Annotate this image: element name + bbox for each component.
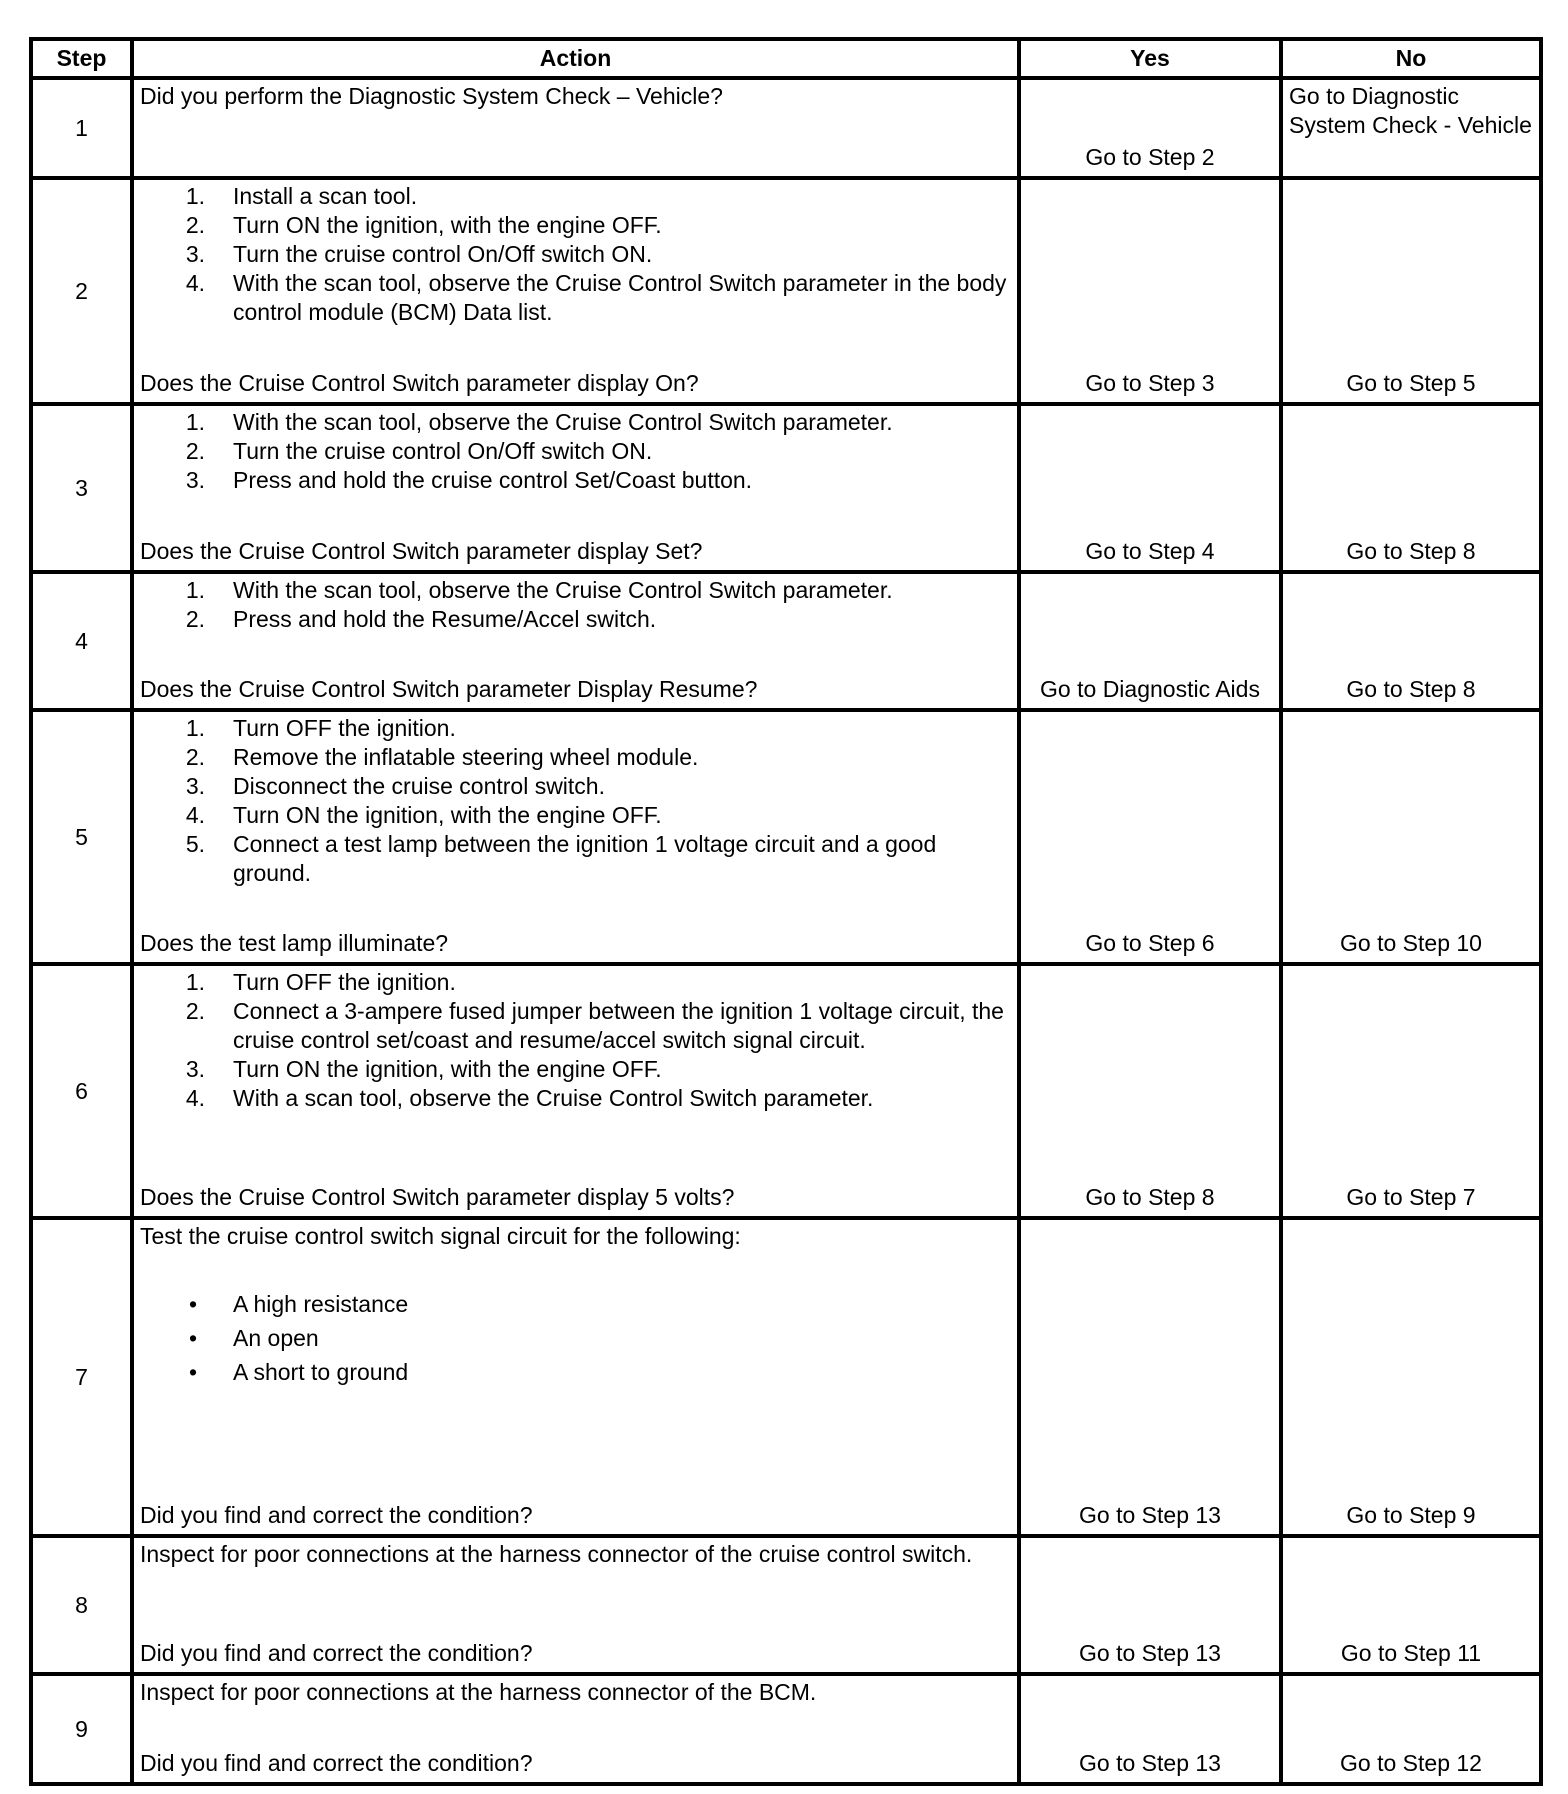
no-cell: Go to Step 7: [1281, 964, 1541, 1218]
no-cell: Go to Step 8: [1281, 404, 1541, 572]
list-item: 3. Turn the cruise control On/Off switch ON.: [185, 241, 653, 267]
no-cell: Go to Diagnostic System Check - Vehicle: [1281, 78, 1541, 178]
action-cell: [132, 1218, 1019, 1536]
action-cell: [132, 404, 1019, 572]
step-number: 6: [31, 964, 132, 1218]
list-item: • A short to ground: [188, 1359, 409, 1385]
action-text: Inspect for poor connections at the harness connector of the BCM.: [140, 1679, 817, 1705]
list-item: 1. With the scan tool, observe the Cruise Control Switch parameter.: [185, 577, 893, 603]
action-cell: [132, 1674, 1019, 1784]
question-text: Did you find and correct the condition?: [140, 1750, 533, 1776]
no-cell: Go to Step 9: [1281, 1218, 1541, 1536]
header-row: [31, 39, 1541, 78]
question-text: Did you find and correct the condition?: [140, 1502, 533, 1528]
yes-cell: Go to Step 3: [1019, 178, 1281, 404]
table-row: [31, 404, 1541, 572]
yes-cell: Go to Step 4: [1019, 404, 1281, 572]
no-cell: Go to Step 8: [1281, 572, 1541, 710]
step-number: 2: [31, 178, 132, 404]
table-row: [31, 710, 1541, 964]
step-number: 7: [31, 1218, 132, 1536]
list-item: • An open: [188, 1325, 319, 1351]
step-number: 5: [31, 710, 132, 964]
question-text: Does the Cruise Control Switch parameter display Set?: [140, 538, 703, 564]
yes-cell: Go to Step 6: [1019, 710, 1281, 964]
list-item: 1. Turn OFF the ignition.: [185, 969, 456, 995]
instruction-list: [140, 968, 1011, 1113]
header-no: No: [1281, 39, 1541, 78]
table-row: [31, 1536, 1541, 1674]
instruction-list: [140, 576, 1011, 634]
header-yes: Yes: [1019, 39, 1281, 78]
step-number: 4: [31, 572, 132, 710]
action-cell: [132, 178, 1019, 404]
yes-cell: Go to Step 13: [1019, 1536, 1281, 1674]
table-row: [31, 572, 1541, 710]
list-item: 2. Remove the inflatable steering wheel module.: [185, 744, 699, 770]
list-item: 1. Turn OFF the ignition.: [185, 715, 456, 741]
header-step: Step: [31, 39, 132, 78]
bullet-list: [140, 1287, 1011, 1389]
header-action: Action: [132, 39, 1019, 78]
step-number: 3: [31, 404, 132, 572]
action-cell: [132, 1536, 1019, 1674]
question-text: Does the Cruise Control Switch parameter display 5 volts?: [140, 1184, 735, 1210]
yes-cell: Go to Step 8: [1019, 964, 1281, 1218]
list-item: 2. Turn the cruise control On/Off switch ON.: [185, 438, 653, 464]
table-row: [31, 178, 1541, 404]
yes-cell: Go to Step 2: [1019, 78, 1281, 178]
list-item: 3. Disconnect the cruise control switch.: [185, 773, 605, 799]
table-row: [31, 1674, 1541, 1784]
action-cell: [132, 572, 1019, 710]
action-text: Inspect for poor connections at the harness connector of the cruise control switch.: [140, 1541, 973, 1567]
no-cell: Go to Step 5: [1281, 178, 1541, 404]
yes-cell: Go to Step 13: [1019, 1218, 1281, 1536]
no-cell: Go to Step 12: [1281, 1674, 1541, 1784]
table-row: [31, 78, 1541, 178]
step-number: 8: [31, 1536, 132, 1674]
list-item: 1. With the scan tool, observe the Cruise Control Switch parameter.: [185, 409, 893, 435]
list-item: 2. Press and hold the Resume/Accel switch.: [185, 606, 657, 632]
question-text: Does the Cruise Control Switch parameter display On?: [140, 370, 699, 396]
list-item: 3. Press and hold the cruise control Set/Coast button.: [185, 467, 753, 493]
list-item: 3. Turn ON the ignition, with the engine OFF.: [185, 1056, 662, 1082]
question-text: Does the Cruise Control Switch parameter Display Resume?: [140, 676, 758, 702]
action-cell: [132, 710, 1019, 964]
table-row: [31, 1218, 1541, 1536]
list-item: 5. Connect a test lamp between the ignition 1 voltage circuit and a good ground.: [185, 831, 937, 886]
step-number: 9: [31, 1674, 132, 1784]
instruction-list: [140, 408, 1011, 495]
step-number: 1: [31, 78, 132, 178]
table-row: [31, 964, 1541, 1218]
list-item: 4. Turn ON the ignition, with the engine OFF.: [185, 802, 662, 828]
list-item: 1. Install a scan tool.: [185, 183, 418, 209]
question-text: Does the test lamp illuminate?: [140, 930, 449, 956]
instruction-list: [140, 182, 1011, 327]
no-cell: Go to Step 10: [1281, 710, 1541, 964]
action-cell: [132, 964, 1019, 1218]
instruction-list: [140, 714, 1011, 888]
action-text: Did you perform the Diagnostic System Check – Vehicle?: [140, 83, 723, 109]
list-item: 2. Turn ON the ignition, with the engine OFF.: [185, 212, 662, 238]
yes-cell: Go to Diagnostic Aids: [1019, 572, 1281, 710]
list-item: 4. With the scan tool, observe the Cruise Control Switch parameter in the body control module (BCM) Data list.: [185, 270, 1007, 325]
list-item: 2. Connect a 3-ampere fused jumper between the ignition 1 voltage circuit, the cruise control set/coast and resume/accel switch signal circuit.: [185, 998, 1004, 1053]
question-text: Did you find and correct the condition?: [140, 1640, 533, 1666]
action-cell: [132, 78, 1019, 178]
no-cell: Go to Step 11: [1281, 1536, 1541, 1674]
diagnostic-steps-table: [29, 37, 1543, 1786]
list-item: • A high resistance: [188, 1291, 409, 1317]
diagnostic-table: [29, 37, 1539, 1786]
list-item: 4. With a scan tool, observe the Cruise Control Switch parameter.: [185, 1085, 874, 1111]
yes-cell: Go to Step 13: [1019, 1674, 1281, 1784]
action-text: Test the cruise control switch signal circuit for the following:: [140, 1223, 741, 1249]
